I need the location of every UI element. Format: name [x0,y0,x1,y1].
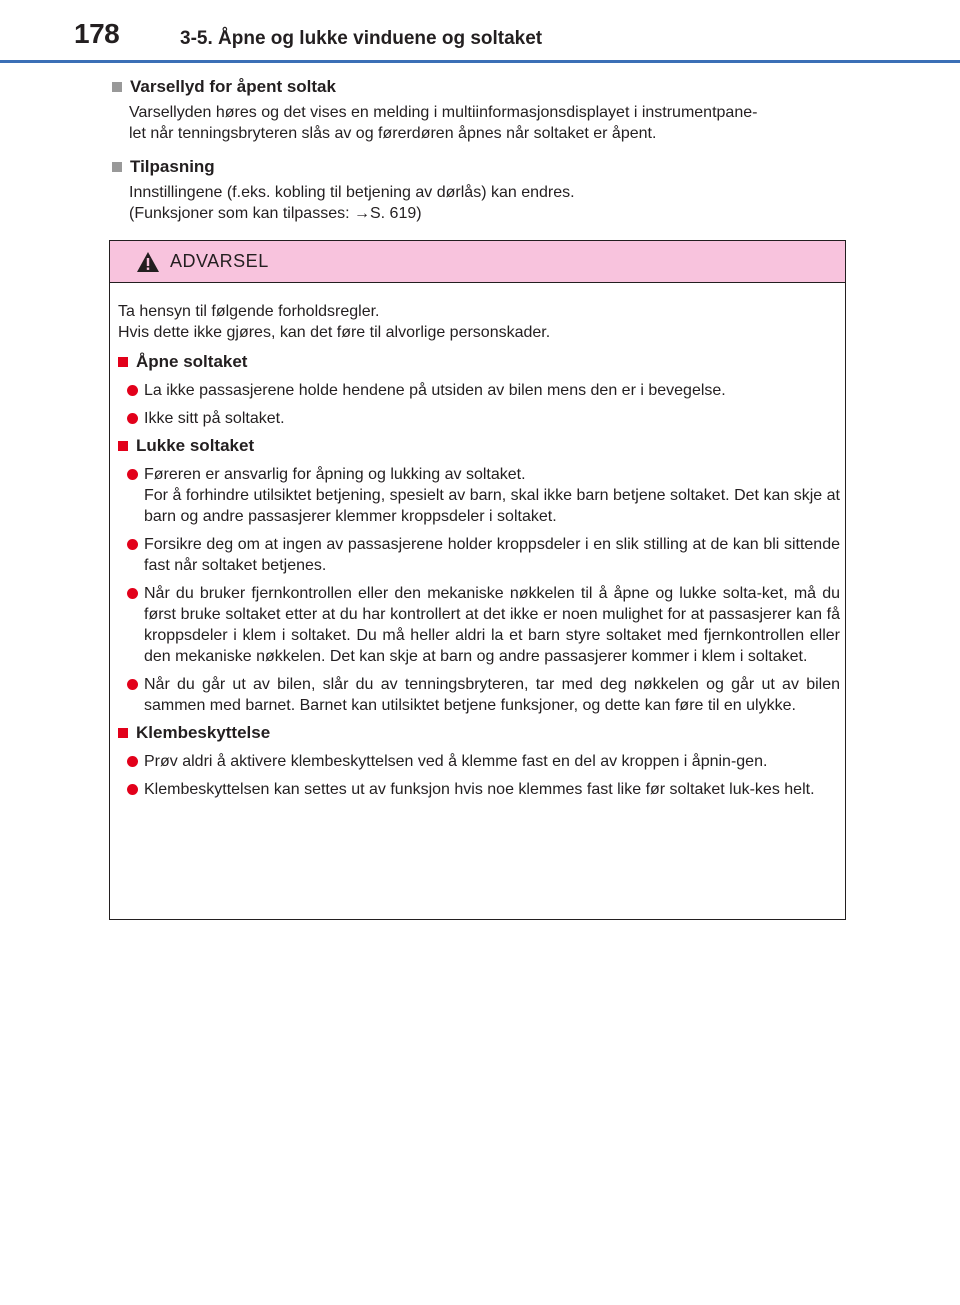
text-line: Ta hensyn til følgende forholdsregler. [118,303,380,320]
text-line: Hvis dette ikke gjøres, kan det føre til alvorlige personskader. [118,324,551,341]
bullet-dot-icon [127,588,138,599]
text-line: let når tenningsbryteren slås av og førerdøren åpnes når soltaket er åpent. [129,125,657,142]
text-line: Varsellyden høres og det vises en melding i multiinformasjonsdisplayet i instrumentpane- [129,104,758,121]
group-title: Åpne soltaket [136,352,248,371]
bullet-text: Forsikre deg om at ingen av passasjerene holder kroppsdeler i en slik stilling at de kan bli sittende fast når soltaket betjenes. [144,536,840,574]
section-text [129,102,852,144]
bullet-dot-icon [127,756,138,767]
group-heading-pinch-protection [118,722,840,744]
section-customization [112,156,852,224]
bullet-text: La ikke passasjerene holde hendene på utsiden av bilen mens den er i bevegelse. [144,382,726,399]
square-bullet-icon [112,82,122,92]
bullet-item [118,583,840,667]
group-title: Lukke soltaket [136,436,255,455]
group-heading-open-sunroof [118,351,840,373]
bullet-dot-icon [127,784,138,795]
page-number: 178 [74,18,120,49]
bullet-dot-icon [127,413,138,424]
section-title: Tilpasning [130,157,215,176]
bullet-dot-icon [127,469,138,480]
warning-header [110,241,845,283]
bullet-text: Når du går ut av bilen, slår du av tenningsbryteren, tar med deg nøkkelen og går ut av bilen sammen med barnet. Barnet kan utilsiktet betjene funksjoner, og dette kan føre til en ulykke. [144,676,840,714]
text-line: (Funksjoner som kan tilpasses: →S. 619) [129,205,422,222]
section-title: Varsellyd for åpent soltak [130,77,336,96]
bullet-text: Ikke sitt på soltaket. [144,410,285,427]
warning-triangle-icon [136,251,160,273]
bullet-text: Føreren er ansvarlig for åpning og lukking av soltaket. [144,466,526,483]
bullet-item [118,779,840,800]
section-heading [112,156,852,178]
square-bullet-icon [118,728,128,738]
square-bullet-icon [112,162,122,172]
bullet-text: Når du bruker fjernkontrollen eller den mekaniske nøkkelen til å åpne og lukke solta-ket, må du først bruke soltaket etter at du har kontrollert at det ikke er noen mulighet for at passasjerer kan få kroppsdeler i klem i soltaket. Du må heller aldri la et barn styre soltaket med fjernkontrollen eller den mekaniske nøkkelen. Det kan skje at barn og andre passasjerer kommer i klem i soltaket. [144,585,840,665]
warning-title: ADVARSEL [170,251,269,271]
page-header [0,0,960,62]
warning-box [109,240,846,920]
bullet-item [118,464,840,527]
square-bullet-icon [118,357,128,367]
header-rule [0,60,960,63]
bullet-item [118,751,840,772]
section-sunroof-alarm [112,76,852,144]
section-text [129,182,852,224]
section-heading [112,76,852,98]
warning-body [118,301,840,800]
bullet-item [118,380,840,401]
square-bullet-icon [118,441,128,451]
bullet-text: Prøv aldri å aktivere klembeskyttelsen ved å klemme fast en del av kroppen i åpnin-gen. [144,753,768,770]
bullet-text-continued: For å forhindre utilsiktet betjening, spesielt av barn, skal ikke barn betjene soltaket. Det kan skje at barn og andre passasjerer klemmer kroppsdeler i soltaket. [144,487,840,525]
bullet-dot-icon [127,385,138,396]
bullet-item [118,534,840,576]
bullet-dot-icon [127,539,138,550]
bullet-item [118,674,840,716]
warning-intro [118,301,840,343]
bullet-dot-icon [127,679,138,690]
bullet-text: Klembeskyttelsen kan settes ut av funksjon hvis noe klemmes fast like før soltaket luk-kes helt. [144,781,815,798]
group-heading-close-sunroof [118,435,840,457]
chapter-title: 3-5. Åpne og lukke vinduene og soltaket [180,28,543,49]
group-title: Klembeskyttelse [136,723,271,742]
text-line: Innstillingene (f.eks. kobling til betjening av dørlås) kan endres. [129,184,575,201]
bullet-item [118,408,840,429]
